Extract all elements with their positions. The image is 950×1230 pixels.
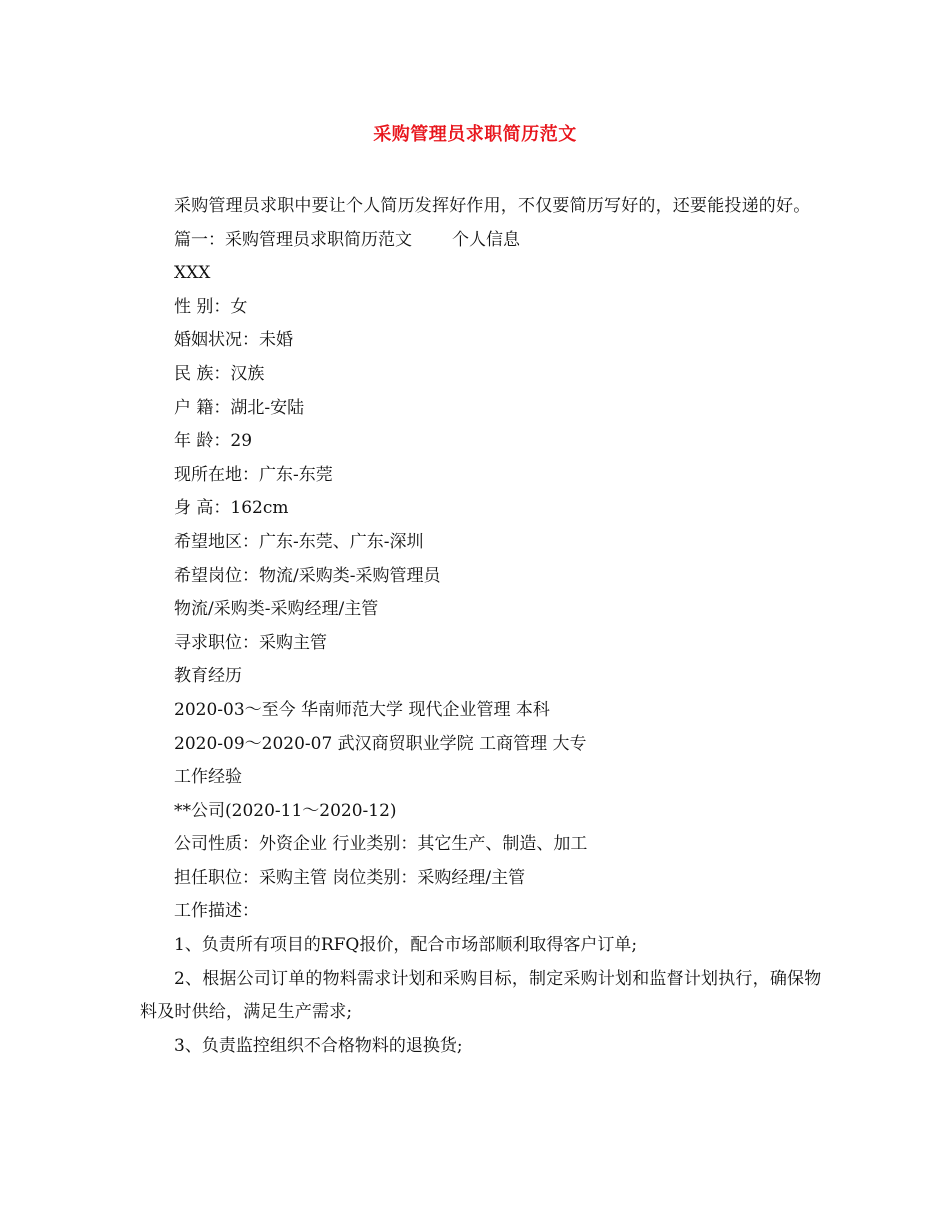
- desired-position-line: 希望岗位：物流/采购类-采购管理员: [174, 565, 441, 586]
- current-location-line: 现所在地：广东-东莞: [174, 464, 333, 485]
- marital-status-line: 婚姻状况：未婚: [174, 330, 293, 351]
- gender-line: 性 别：女: [174, 296, 248, 317]
- education-entry-2: 2020-09～2020-07 武汉商贸职业学院 工商管理 大专: [174, 733, 587, 754]
- duty-item-1: 1、负责所有项目的RFQ报价，配合市场部顺利取得客户订单;: [174, 935, 638, 956]
- company-nature-line: 公司性质：外资企业 行业类别：其它生产、制造、加工: [174, 834, 588, 855]
- work-experience-heading: 工作经验: [174, 767, 242, 788]
- job-sought-line: 寻求职位：采购主管: [174, 632, 327, 653]
- intro-paragraph: 采购管理员求职中要让个人简历发挥好作用，不仅要简历写好的，还要能投递的好。: [174, 196, 811, 216]
- education-entry-1: 2020-03～至今 华南师范大学 现代企业管理 本科: [174, 699, 550, 720]
- company-line: **公司(2020-11～2020-12): [174, 800, 397, 821]
- document-body: [140, 190, 830, 1063]
- name-line: XXX: [174, 263, 211, 284]
- hometown-line: 户 籍：湖北-安陆: [174, 397, 305, 418]
- education-heading: 教育经历: [174, 666, 242, 687]
- document-title: 采购管理员求职简历范文: [373, 124, 577, 145]
- desired-position-line-2: 物流/采购类-采购经理/主管: [174, 599, 379, 620]
- duty-item-3: 3、负责监控组织不合格物料的退换货;: [174, 1035, 463, 1056]
- duty-item-2: 2、根据公司订单的物料需求计划和采购目标，制定采购计划和监督计划执行，确保物料及时供给，满足生产需求;: [140, 968, 822, 1023]
- age-line: 年 龄：29: [174, 431, 253, 452]
- desired-region-line: 希望地区：广东-东莞、广东-深圳: [174, 531, 424, 552]
- position-held-line: 担任职位：采购主管 岗位类别：采购经理/主管: [174, 867, 526, 888]
- section-heading: 篇一：采购管理员求职简历范文: [174, 229, 412, 250]
- ethnicity-line: 民 族：汉族: [174, 363, 265, 384]
- height-line: 身 高：162cm: [174, 498, 289, 519]
- section-subheading: 个人信息: [452, 229, 520, 250]
- section-heading-line: [140, 224, 830, 258]
- job-description-heading: 工作描述：: [174, 901, 259, 922]
